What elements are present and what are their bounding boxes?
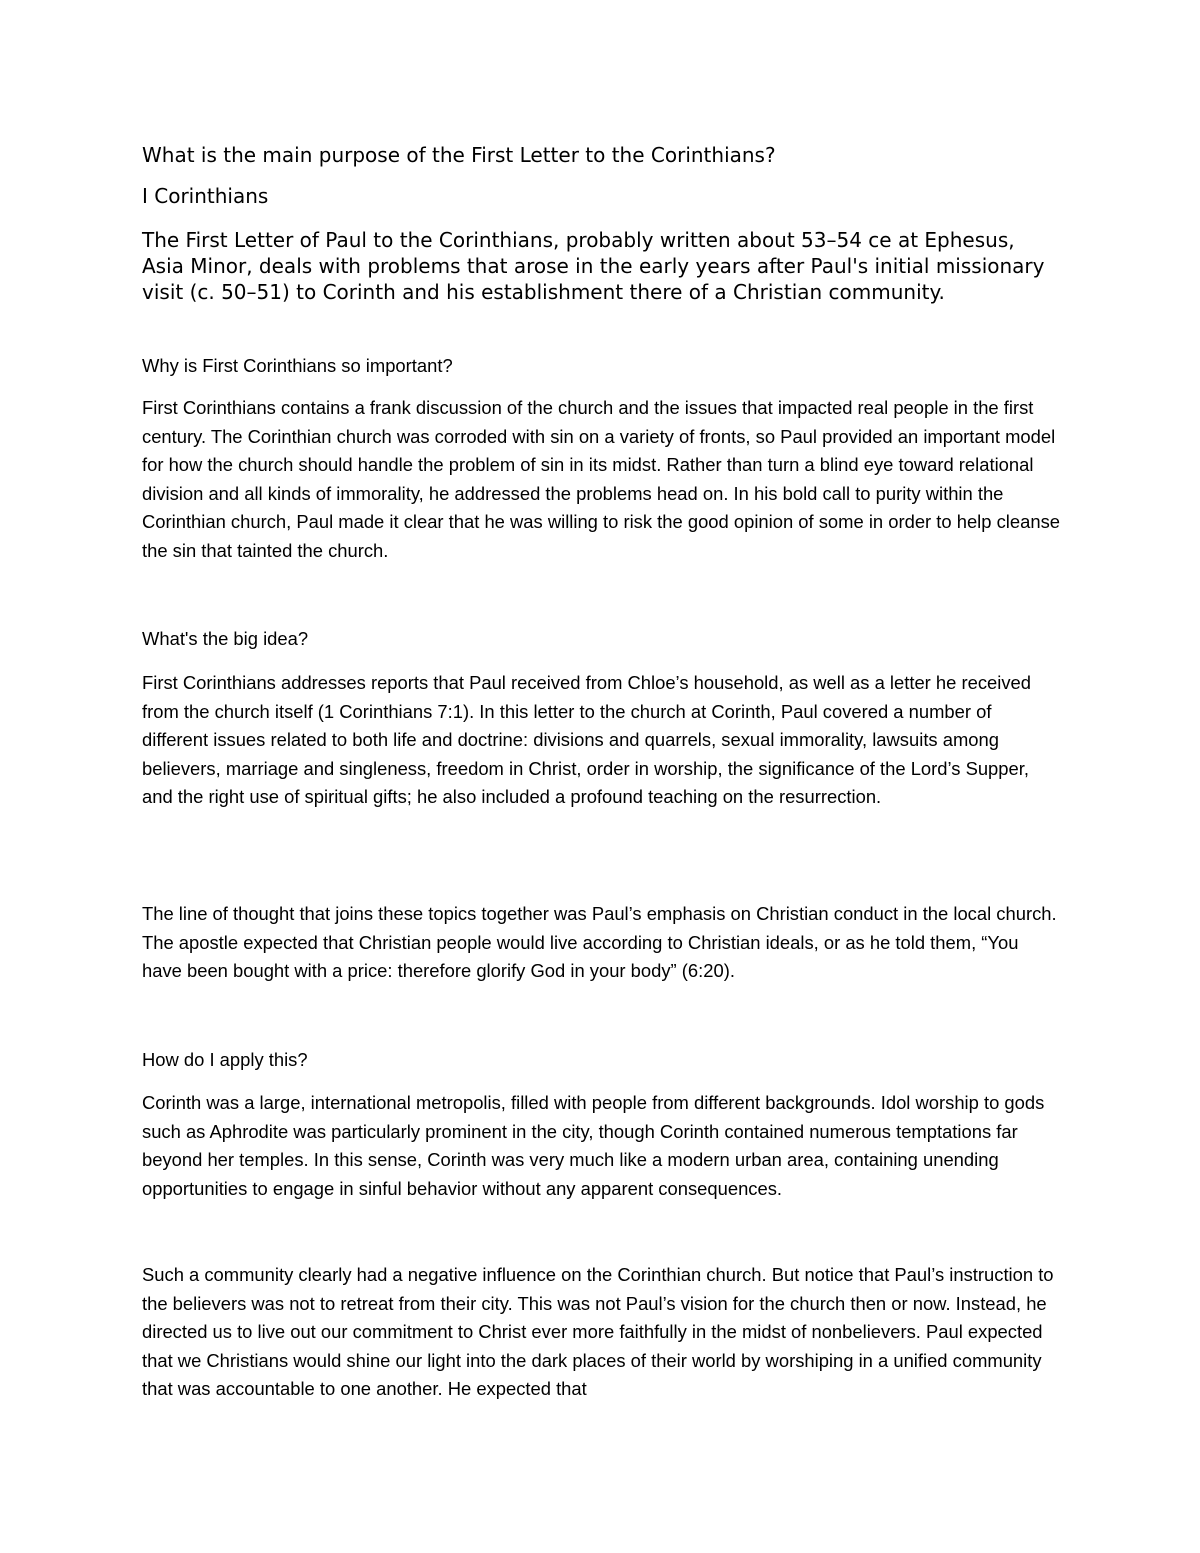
section-paragraph-apply-2: Such a community clearly had a negative influence on the Corinthian church. But notice that Paul’s instruction to the believers was not to retreat from their city. This was not Paul’s vision for the church then or now. Instead, he directed us to live out our commitment to Christ ever more faithfully in the midst of nonbelievers. Paul expected that we Christians would shine our light into the dark places of their world by worshiping in a unified community that was accountable to one another. He expected that (142, 1264, 1054, 1399)
section-heading-big-idea: What's the big idea? (142, 628, 309, 649)
document-subtitle: I Corinthians (142, 184, 269, 208)
section-paragraph-apply-1: Corinth was a large, international metropolis, filled with people from different backgrounds. Idol worship to gods such as Aphrodite was particularly prominent in the city, though Corinth contained numerous temptations far beyond her temples. In this sense, Corinth was very much like a modern urban area, containing unending opportunities to engage in sinful behavior without any apparent consequences. (142, 1092, 1045, 1199)
section-heading-apply: How do I apply this? (142, 1049, 308, 1070)
section-paragraph-big-idea-1: First Corinthians addresses reports that Paul received from Chloe’s household, as well as a letter he received from the church itself (1 Corinthians 7:1). In this letter to the church at Corinth, Paul covered a number of different issues related to both life and doctrine: divisions and quarrels, sexual immorality, lawsuits among believers, marriage and singleness, freedom in Christ, order in worship, the significance of the Lord’s Supper, and the right use of spiritual gifts; he also included a profound teaching on the resurrection. (142, 672, 1031, 807)
section-paragraph-big-idea-2: The line of thought that joins these topics together was Paul’s emphasis on Christian conduct in the local church. The apostle expected that Christian people would live according to Christian ideals, or as he told them, “You have been bought with a price: therefore glorify God in your body” (6:20). (142, 903, 1057, 981)
question-title: What is the main purpose of the First Letter to the Corinthians? (142, 143, 776, 167)
section-heading-importance: Why is First Corinthians so important? (142, 355, 453, 376)
section-paragraph-importance: First Corinthians contains a frank discussion of the church and the issues that impacted real people in the first century. The Corinthian church was corroded with sin on a variety of fronts, so Paul provided an important model for how the church should handle the problem of sin in its midst. Rather than turn a blind eye toward relational division and all kinds of immorality, he addressed the problems head on. In his bold call to purity within the Corinthian church, Paul made it clear that he was willing to risk the good opinion of some in order to help cleanse the sin that tainted the church. (142, 397, 1060, 561)
intro-paragraph: The First Letter of Paul to the Corinthians, probably written about 53–54 ce at Ephesus, Asia Minor, deals with problems that arose in the early years after Paul's initial missionary visit (c. 50–51) to Corinth and his establishment there of a Christian community. (142, 228, 1045, 304)
